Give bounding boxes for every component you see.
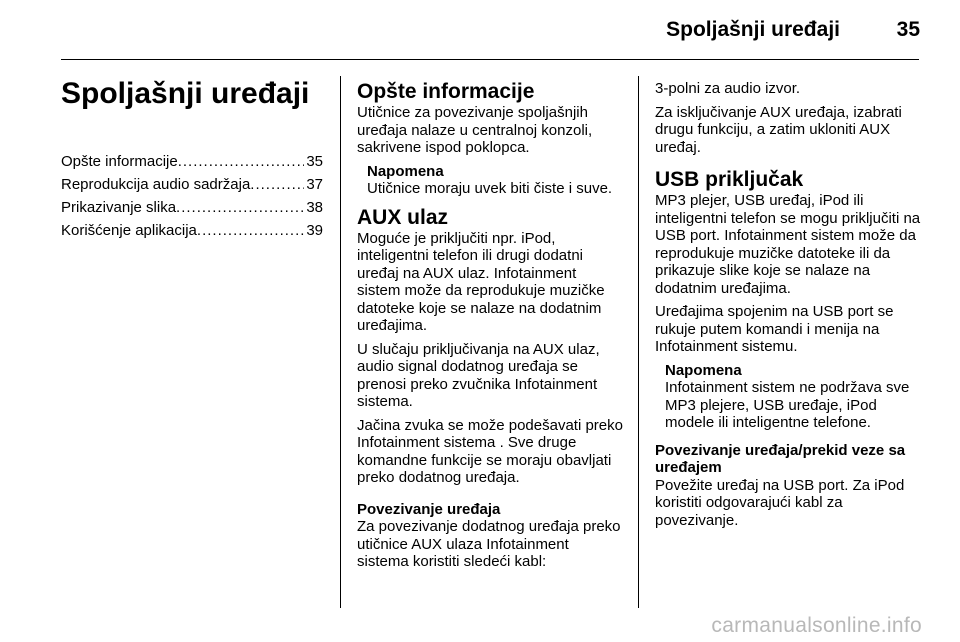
aux-connect-text: Za povezivanje dodatnog uređaja preko utičnice AUX ulaza Infotainment sistema koristiti sledeći kabl: [357,518,621,570]
general-note [367,163,623,198]
note-title: Napomena [367,162,444,180]
column-usb [655,76,923,535]
header-rule [61,59,919,60]
toc-leader [178,150,305,173]
subheading-usb-connect: Povezivanje uređaja/prekid veze sa uređajem [655,441,906,476]
toc-row[interactable] [61,219,323,242]
toc-label: Reprodukcija audio sadržaja [61,176,251,193]
column-toc [61,76,323,242]
toc-leader [250,173,304,196]
subheading-aux-connect: Povezivanje uređaja [357,500,501,518]
toc-page: 38 [306,199,323,216]
toc-page: 37 [306,176,323,193]
toc-leader [197,219,304,242]
toc-page: 39 [306,222,323,239]
column-general-aux [357,76,623,577]
note-title: Napomena [665,361,742,379]
toc-row[interactable] [61,150,323,173]
section-heading-general: Opšte informacije [357,80,535,103]
usb-paragraph-1: MP3 plejer, USB uređaj, iPod ili inteligentni telefon se mogu priključiti na USB port. Infotainment sistem može da reprodukuje muzičke datoteke ili da prikazuje slike koje se nalaze na dodatnim uređajima. [655,192,921,297]
usb-note [665,362,923,432]
aux-disconnect-text: Za isključivanje AUX uređaja, izabrati drugu funkciju, a zatim ukloniti AUX uređaj. [655,103,902,156]
toc-label: Prikazivanje slika [61,199,177,216]
usb-connect-text: Povežite uređaj na USB port. Za iPod koristiti odgovarajući kabl za povezivanje. [655,476,905,529]
usb-paragraph-2: Uređajima spojenim na USB port se rukuje putem komandi i menija na Infotainment sistemu. [655,303,894,355]
aux-paragraph-2: U slučaju priključivanja na AUX ulaz, audio signal dodatnog uređaja se prenosi preko zvučnika Infotainment sistema. [357,340,600,410]
toc-row[interactable] [61,173,323,196]
general-paragraph: Utičnice za povezivanje spoljašnjih uređaja nalaze u centralnoj konzoli, sakrivene ispod poklopca. [357,104,593,156]
section-heading-usb: USB priključak [655,168,804,191]
column-divider-1 [340,76,341,608]
toc-leader [176,196,304,219]
toc-row[interactable] [61,196,323,219]
toc-page: 35 [306,153,323,170]
note-text: Infotainment sistem ne podržava sve MP3 plejere, USB uređaje, iPod modele ili inteligentne telefone. [665,379,910,431]
aux-paragraph-1: Moguće je priključiti npr. iPod, inteligentni telefon ili drugi dodatni uređaj na AUX ulaz. Infotainment sistem može da reprodukuje muzičke datoteke koje se nalaze na dodatnim uređajima. [357,229,605,334]
chapter-title: Spoljašnji uređaji [61,77,310,110]
header-page-number: 35 [896,18,920,41]
toc-label: Opšte informacije [61,153,178,170]
header-title: Spoljašnji uređaji [666,18,840,41]
toc-label: Korišćenje aplikacija [61,222,197,239]
watermark-text: carmanualsonline.info [711,614,922,637]
aux-paragraph-3: Jačina zvuka se može podešavati preko Infotainment sistema . Sve druge komandne funkcije se moraju obavljati preko dodatnog uređaja. [357,416,623,486]
note-text: Utičnice moraju uvek biti čiste i suve. [367,180,613,197]
aux-connect-continued: 3-polni za audio izvor. [655,80,801,97]
column-divider-2 [638,76,639,608]
section-heading-aux: AUX ulaz [357,205,449,229]
